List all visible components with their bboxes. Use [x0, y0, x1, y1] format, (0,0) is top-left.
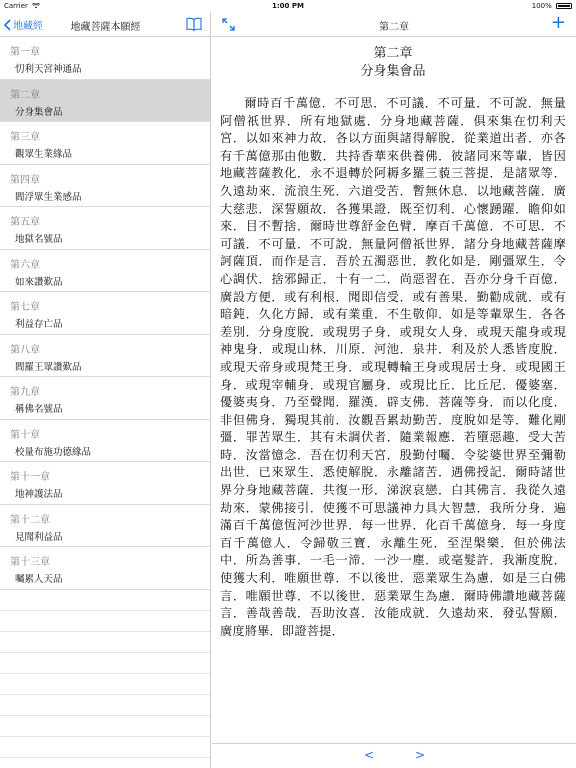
chapter-heading: 第二章: [373, 46, 413, 61]
empty-list-row: [0, 611, 210, 632]
chapter-item-12[interactable]: [0, 505, 210, 548]
add-button[interactable]: +: [550, 12, 566, 33]
chapter-number: 第十三章: [10, 557, 50, 568]
chapter-number: 第八章: [10, 344, 40, 356]
chapter-title: 地獄名號品: [15, 234, 63, 245]
chapter-item-3[interactable]: [0, 122, 210, 165]
status-battery: [532, 2, 572, 10]
sidebar-nav-bar: [0, 12, 210, 37]
chapter-title: 稱佛名號品: [15, 404, 63, 415]
chapter-list: [0, 37, 210, 758]
chapter-item-1[interactable]: [0, 37, 210, 80]
chapter-item-7[interactable]: [0, 292, 210, 335]
status-time: 1:00 PM: [272, 2, 304, 10]
chapter-number: 第十二章: [10, 514, 50, 526]
empty-list-row: [0, 737, 210, 758]
chapter-number: 第五章: [10, 217, 40, 228]
chapter-number: 第九章: [10, 387, 40, 398]
back-button-label: 地藏經: [13, 21, 43, 32]
chapter-title: 校量布施功德緣品: [15, 446, 92, 458]
battery-percent: 100%: [531, 2, 552, 10]
battery-icon: [556, 3, 572, 9]
empty-list-row: [0, 716, 210, 737]
chapter-body-text: 爾時百千萬億．不可思．不可議．不可量．不可說．無量阿僧祇世界．所有地獄處．分身地藏菩薩．俱來集在忉利天宮．以如來神力故．各以方面與諸得解脫．從業道出者．亦各有千萬億那由他數．共持香華來供養佛．彼諸同來等輩．皆因地藏菩薩教化．永不退轉於阿耨多羅三藐三菩提．是諸眾等．久遠劫來．流浪生死．六道受苦．暫無休息．以地藏菩薩．廣大慈悲．深誓願故．各獲果證．既至忉利．心懷踴躍．瞻仰如來．目不暫捨．爾時世尊舒金色臂．摩百千萬億．不可思．不可議．不可量．不可說．無量阿僧祇世界．諸分身地藏菩薩摩訶薩頂．而作是言．吾於五濁惡世．教化如是．剛彊眾生．令心調伏．捨邪歸正．十有一二．尚惡習在．吾亦分身千百億．廣設方便．或有利根．聞即信受．或有善果．勤勸成就．或有暗鈍．久化方歸．或有業重．不生敬仰．如是等輩眾生．各各差別．分身度脫．或現男子身．或現女人身．或現天龍身或現神鬼身．或現山林．川原．河池．泉井．利及於人悉皆度脫．或現天帝身或現梵王身．或現轉輪王身或現居士身．或現國王身．或現宰輔身．或現官屬身．或現比丘．比丘尼．優婆塞．優婆夷身．乃至聲聞．羅漢．辟支佛．菩薩等身．而以化度．非但佛身．獨現其前．汝觀吾累劫勤苦．度脫如是等．難化剛彊．罪苦眾生．其有未調伏者．隨業報應．若墮惡趣．受大苦時．汝當憶念．吾在忉利天宮．殷勤付囑．令娑婆世界至彌勒出世．已來眾生．悉使解脫．永離諸苦．遇佛授記．爾時諸世界分身地藏菩薩．共復一形．涕淚哀戀．白其佛言．我從久遠劫來．蒙佛接引．使獲不可思議神力具大智慧．我所分身．遍滿百千萬億恆河沙世界．每一世界．化百千萬億身．每一身度百千萬億人．令歸敬三寶．永離生死．至涅槃樂．但於佛法中．所為善事．一毛一渧．一沙一塵．或毫髮許．我漸度脫．使獲大利．唯願世尊．不以後世．惡業眾生為慮．如是三白佛言．唯願世尊．不以後世．惡業眾生為慮．爾時佛讚地藏菩薩言．善哉善哉．吾助汝喜．汝能成就．久遠劫來．發弘誓願．廣度將畢．即證菩提．: [220, 96, 566, 638]
chapter-number: 第六章: [10, 259, 40, 271]
chapter-title: 地神護法品: [15, 489, 63, 500]
chapter-title: 觀眾生業緣品: [15, 149, 73, 160]
carrier-label: Carrier: [4, 2, 28, 10]
chapter-title: 如來讚歎品: [15, 276, 63, 288]
empty-list-row: [0, 674, 210, 695]
prev-chapter-button[interactable]: <: [364, 748, 375, 762]
chapter-item-5[interactable]: [0, 207, 210, 250]
chapter-item-9[interactable]: [0, 377, 210, 420]
chapter-title: 閻羅王眾讚歎品: [15, 361, 82, 373]
chapter-item-11[interactable]: [0, 462, 210, 505]
chapter-item-4[interactable]: [0, 165, 210, 208]
chapter-item-8[interactable]: [0, 335, 210, 378]
chapter-sidebar: [0, 12, 211, 768]
empty-list-row: [0, 632, 210, 653]
chapter-subheading: 分身集會品: [360, 64, 426, 79]
chapter-item-6[interactable]: [0, 250, 210, 293]
chapter-number: 第十章: [10, 429, 40, 441]
status-bar: [0, 0, 576, 12]
chapter-number: 第十一章: [10, 472, 50, 483]
chapter-title: 利益存亡品: [15, 319, 63, 330]
content-nav-title: 第二章: [379, 22, 409, 33]
next-chapter-button[interactable]: >: [415, 748, 426, 762]
bottom-toolbar: [212, 743, 576, 768]
reading-pane: [212, 12, 576, 768]
chapter-title: 閻浮眾生業感品: [15, 191, 82, 203]
chapter-number: 第四章: [10, 174, 40, 186]
chapter-item-13[interactable]: [0, 547, 210, 590]
chapter-reader[interactable]: [212, 37, 576, 640]
chapter-item-10[interactable]: [0, 420, 210, 463]
chapter-number: 第二章: [10, 89, 40, 101]
chapter-number: 第七章: [10, 302, 40, 313]
chapter-title: 見聞利益品: [15, 531, 63, 543]
empty-list-row: [0, 653, 210, 674]
chapter-number: 第一章: [10, 47, 40, 58]
chapter-item-2[interactable]: [0, 80, 210, 123]
sidebar-title: 地藏菩薩本願經: [70, 22, 141, 33]
empty-list-row: [0, 695, 210, 716]
chapter-number: 第三章: [10, 132, 40, 143]
chapter-title: 分身集會品: [15, 106, 63, 118]
empty-list-row: [0, 590, 210, 611]
content-nav-bar: [212, 12, 576, 37]
chapter-title: 忉利天宮神通品: [15, 64, 82, 75]
chapter-title: 囑累人天品: [15, 574, 63, 585]
book-icon[interactable]: [186, 17, 202, 31]
